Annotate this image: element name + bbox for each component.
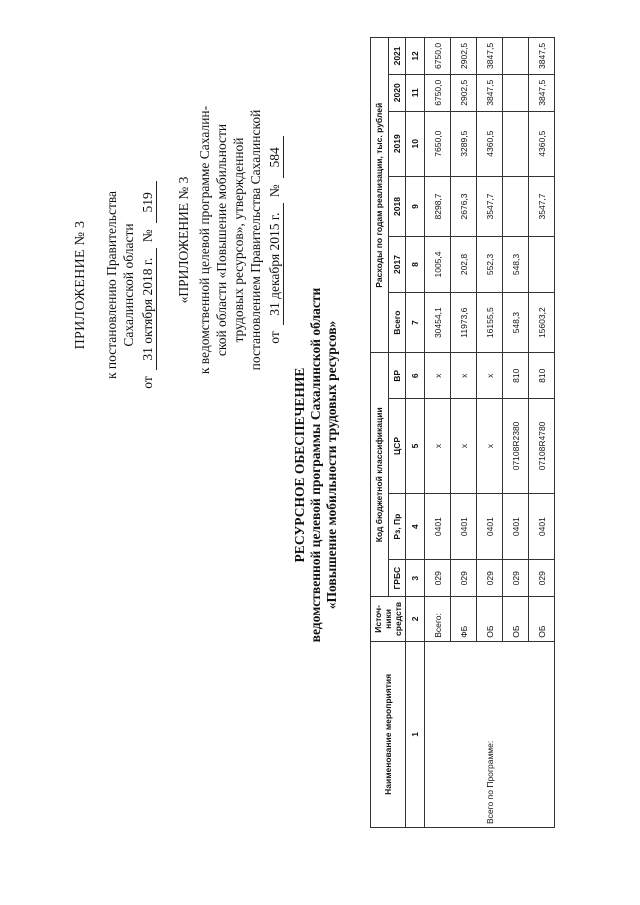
table-cell: 8298,7 [425,176,451,236]
program-appendix-number: «ПРИЛОЖЕНИЕ № 3 [176,176,191,304]
table-cell: 7650,0 [425,111,451,176]
program-number: 584 [266,136,284,178]
table-cell: x [477,399,503,494]
table-cell: 548,3 [503,292,529,353]
appendix-number: ПРИЛОЖЕНИЕ № 3 [73,220,88,350]
table-cell: 0401 [529,493,555,560]
table-cell: 3847,5 [477,38,503,75]
col-number: 1 [406,641,425,827]
table-cell: 2676,3 [451,176,477,236]
col-number: 4 [406,493,425,560]
table-cell: 810 [529,353,555,399]
number-sign: № [140,229,155,243]
col-header-vr: ВР [388,353,406,399]
table-cell: 3847,5 [477,74,503,111]
table-cell: 0401 [503,493,529,560]
table-cell: 0401 [425,493,451,560]
table-cell: 2902,5 [451,74,477,111]
col-number: 5 [406,399,425,494]
col-number: 10 [406,111,425,176]
table-cell: 11973,6 [451,292,477,353]
program-name-cell: Всего по Программе: [425,641,555,827]
header-line: постановлением Правительства Сахалинской [248,109,263,371]
header-line: к ведомственной целевой программе Сахалин- [197,105,212,375]
col-header-rzpr: Рз, Пр [388,493,406,560]
table-cell: 6750,0 [425,74,451,111]
from-label: от [140,376,155,389]
col-header-csr: ЦСР [388,399,406,494]
program-appendix-header [175,75,284,405]
table-cell: 15603,2 [529,292,555,353]
decree-number: 519 [139,181,157,223]
table-cell: x [477,353,503,399]
col-number: 3 [406,560,425,597]
table-cell: 3547,7 [529,176,555,236]
title-line: РЕСУРСНОЕ ОБЕСПЕЧЕНИЕ [292,367,307,563]
table-cell: 3847,5 [529,38,555,75]
col-number: 2 [406,597,425,642]
appendix-header [72,105,157,465]
table-cell: 07108R4780 [529,399,555,494]
number-sign: № [267,184,282,198]
col-header-2021: 2021 [388,38,406,75]
col-header-2020: 2020 [388,74,406,111]
table-cell: 029 [477,560,503,597]
decree-ref-row [139,105,157,465]
title-line: ведомственной целевой программы Сахалинской области [308,287,323,643]
table-cell: 202,8 [451,237,477,293]
table-cell: 07108R2380 [503,399,529,494]
table-cell: 810 [503,353,529,399]
table-cell: 2902,5 [451,38,477,75]
col-header-code: Код бюджетной классификации [371,353,389,597]
title-line: «Повышение мобильности трудовых ресурсов» [324,320,339,610]
table-cell: 30454,1 [425,292,451,353]
col-number: 6 [406,353,425,399]
table-cell: x [451,353,477,399]
table-cell [503,74,529,111]
table-cell: 4360,5 [529,111,555,176]
table-cell: 029 [451,560,477,597]
resource-table [370,37,555,828]
table-cell: 552,3 [477,237,503,293]
table-row [425,38,451,828]
table-cell: 548,3 [503,237,529,293]
table-cell: ОБ [477,597,503,642]
table-cell: 16155,5 [477,292,503,353]
table-cell: 3847,5 [529,74,555,111]
table-cell: ОБ [503,597,529,642]
decree-date: 31 октября 2018 г. [139,248,157,370]
table-cell: x [451,399,477,494]
from-label: от [267,331,282,344]
header-line: трудовых ресурсов», утвержденной [231,137,246,343]
table-cell: 4360,5 [477,111,503,176]
table-cell: 1005,4 [425,237,451,293]
header-line: ской области «Повышение мобильности [214,123,229,357]
header-line: Сахалинской области [121,223,136,347]
table-cell: x [425,353,451,399]
table-cell: 029 [503,560,529,597]
col-header-2017: 2017 [388,237,406,293]
table-cell: 0401 [451,493,477,560]
table-cell: 6750,0 [425,38,451,75]
table-cell: 3289,5 [451,111,477,176]
col-number: 12 [406,38,425,75]
document-title [292,205,340,725]
col-number: 8 [406,237,425,293]
column-number-row [406,38,425,828]
program-ref-row [266,75,284,405]
header-line: к постановлению Правительства [104,190,119,380]
col-header-2019: 2019 [388,111,406,176]
table-cell: 029 [529,560,555,597]
col-header-2018: 2018 [388,176,406,236]
table-cell: Всего: [425,597,451,642]
table-cell: x [425,399,451,494]
col-number: 7 [406,292,425,353]
table-cell: ФБ [451,597,477,642]
table-cell [503,176,529,236]
table-cell [503,111,529,176]
table-cell: 029 [425,560,451,597]
col-header-expenses: Расходы по годам реализации, тыс. рублей [371,38,389,354]
program-date: 31 декабря 2015 г. [266,203,284,325]
col-header-total: Всего [388,292,406,353]
table-cell [529,237,555,293]
table-cell: 0401 [477,493,503,560]
col-number: 9 [406,176,425,236]
col-header-grbs: ГРБС [388,560,406,597]
table-cell [503,38,529,75]
col-number: 11 [406,74,425,111]
col-header-source: Источ-ники средств [371,597,406,642]
table-cell: 3547,7 [477,176,503,236]
table-cell: ОБ [529,597,555,642]
col-header-name: Наименование мероприятия [371,641,406,827]
